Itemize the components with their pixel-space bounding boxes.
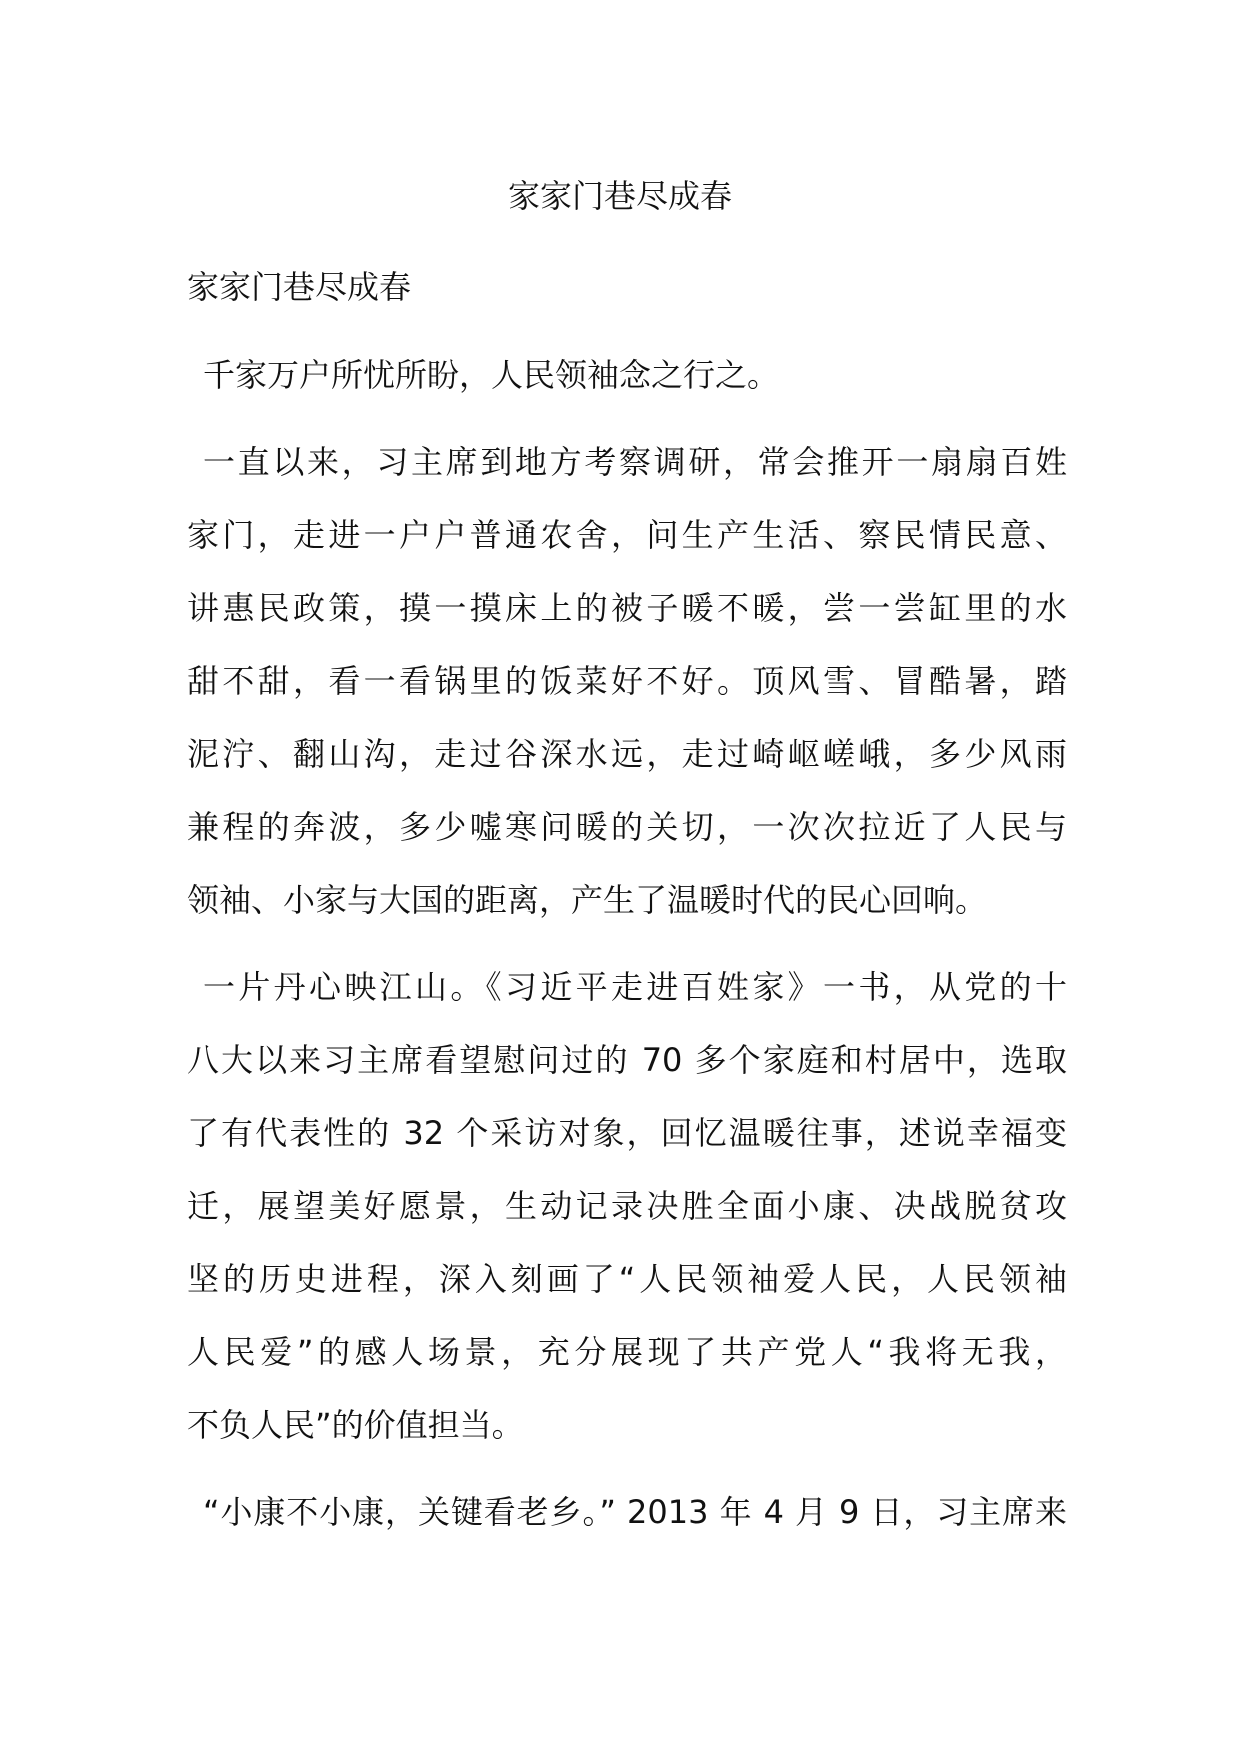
paragraph-line: 领袖、小家与大国的距离，产生了温暖时代的民心回响。 — [187, 881, 988, 919]
paragraph-line: “小康不小康，关键看老乡。” 2013 年 4 月 9 日，习主席来 — [203, 1493, 1067, 1531]
paragraph-line: 迁，展望美好愿景，生动记录决胜全面小康、决战脱贫攻 — [187, 1187, 1067, 1225]
paragraph-3 — [187, 951, 1067, 1462]
paragraph-line: 不负人民”的价值担当。 — [187, 1406, 524, 1444]
paragraph-line: 家门，走进一户户普通农舍，问生产生活、察民情民意、 — [187, 516, 1067, 554]
paragraph-line: 了有代表性的 32 个采访对象，回忆温暖往事，述说幸福变 — [187, 1114, 1067, 1152]
paragraph-line: 兼程的奔波，多少嘘寒问暖的关切，一次次拉近了人民与 — [187, 808, 1067, 846]
paragraph-line: 泥泞、翻山沟，走过谷深水远，走过崎岖嵯峨，多少风雨 — [187, 735, 1067, 773]
document-subtitle: 家家门巷尽成春 — [187, 268, 412, 306]
paragraph-line: 甜不甜，看一看锅里的饭菜好不好。顶风雪、冒酷暑，踏 — [187, 662, 1067, 700]
document-body — [187, 265, 1067, 1563]
paragraph-line: 人民爱”的感人场景，充分展现了共产党人“我将无我， — [187, 1333, 1067, 1371]
paragraph-line: 千家万户所忧所盼，人民领袖念之行之。 — [203, 356, 780, 394]
paragraph-2 — [187, 426, 1067, 937]
paragraph-line: 八大以来习主席看望慰问过的 70 多个家庭和村居中，选取 — [187, 1041, 1067, 1079]
paragraph-line: 一直以来，习主席到地方考察调研，常会推开一扇扇百姓 — [203, 443, 1067, 481]
paragraph-1 — [187, 339, 1067, 412]
document-title: 家家门巷尽成春 — [507, 177, 732, 215]
paragraph-4 — [187, 1476, 1067, 1549]
paragraph-line: 坚的历史进程，深入刻画了“人民领袖爱人民，人民领袖 — [187, 1260, 1067, 1298]
paragraph-line: 讲惠民政策，摸一摸床上的被子暖不暖，尝一尝缸里的水 — [187, 589, 1067, 627]
paragraph-line: 一片丹心映江山。《习近平走进百姓家》一书，从党的十 — [203, 968, 1067, 1006]
